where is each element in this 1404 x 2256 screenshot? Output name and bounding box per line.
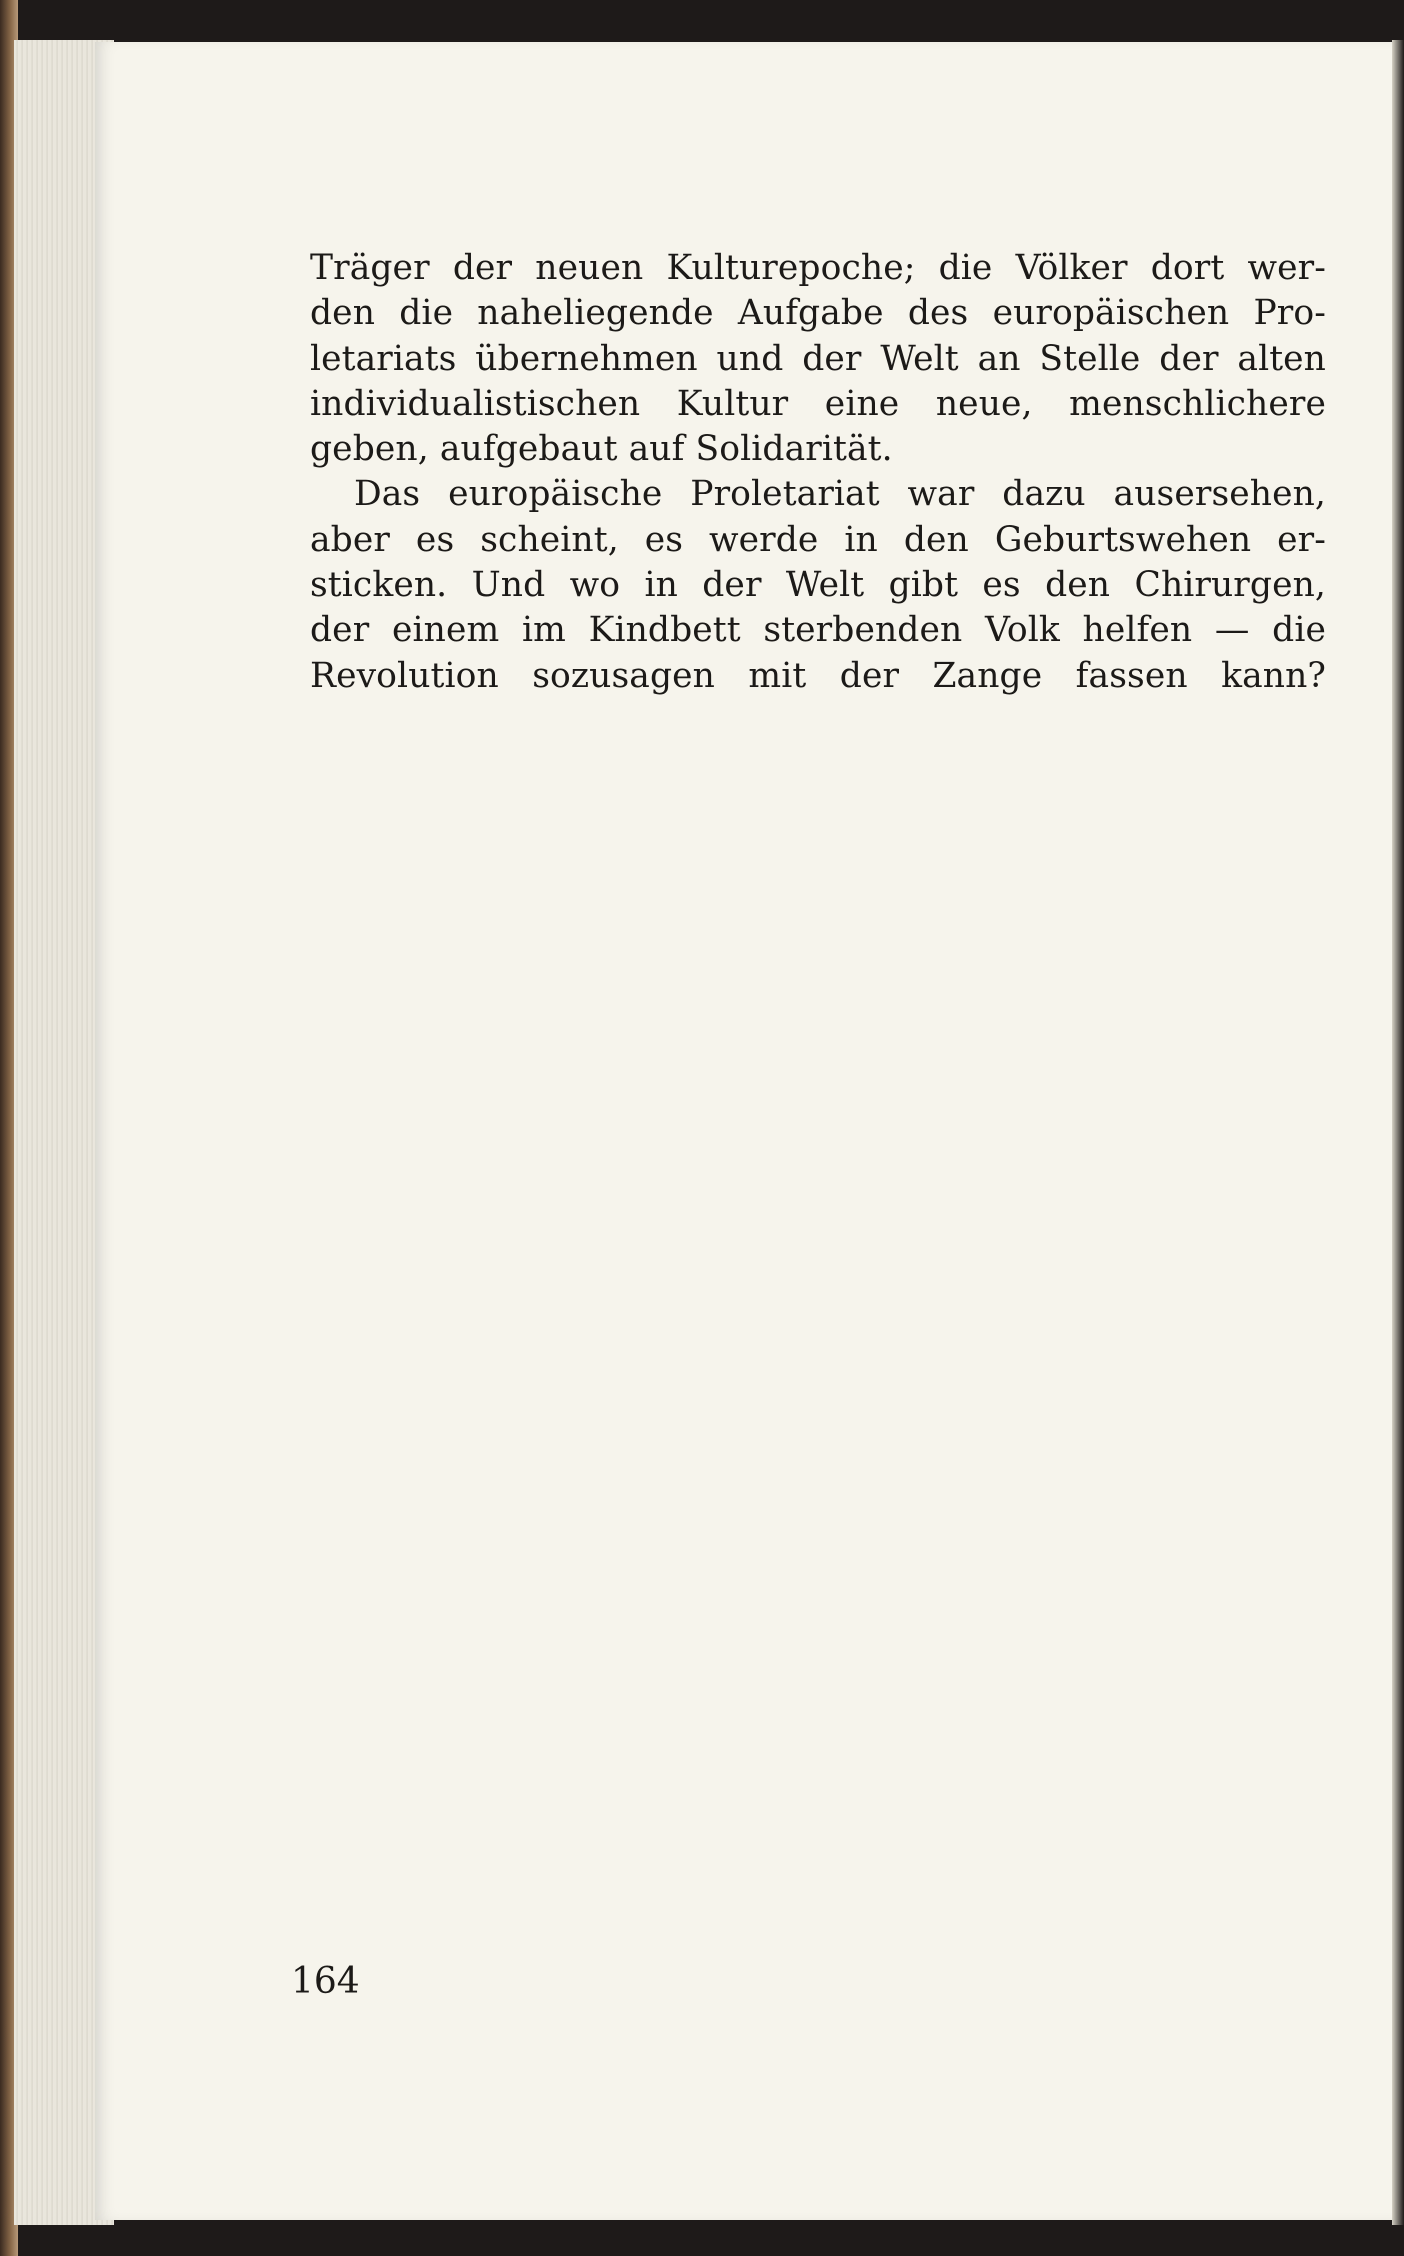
- page-right-edge: [1392, 40, 1404, 2225]
- text-line: aber es scheint, es werde in den Geburtswehen er-: [310, 519, 1326, 560]
- body-text: [310, 246, 1326, 699]
- text-line: der einem im Kindbett sterbenden Volk helfen — die: [310, 610, 1326, 651]
- paragraph-2: [310, 472, 1326, 698]
- text-line: den die naheliegende Aufgabe des europäischen Pro-: [310, 293, 1326, 334]
- paragraph-1: [310, 246, 1326, 472]
- text-line: Das europäische Proletariat war dazu ausersehen,: [354, 474, 1326, 515]
- text-line: individualistischen Kultur eine neue, menschlichere: [310, 383, 1326, 424]
- text-line: Träger der neuen Kulturepoche; die Völker dort wer-: [310, 248, 1326, 288]
- text-line: sticken. Und wo in der Welt gibt es den Chirurgen,: [310, 565, 1326, 606]
- text-line: letariats übernehmen und der Welt an Stelle der alten: [310, 338, 1326, 379]
- page-number: 164: [291, 1961, 360, 2002]
- text-line: Revolution sozusagen mit der Zange fassen kann?: [310, 655, 1326, 696]
- text-line: geben, aufgebaut auf Solidarität.: [310, 429, 893, 470]
